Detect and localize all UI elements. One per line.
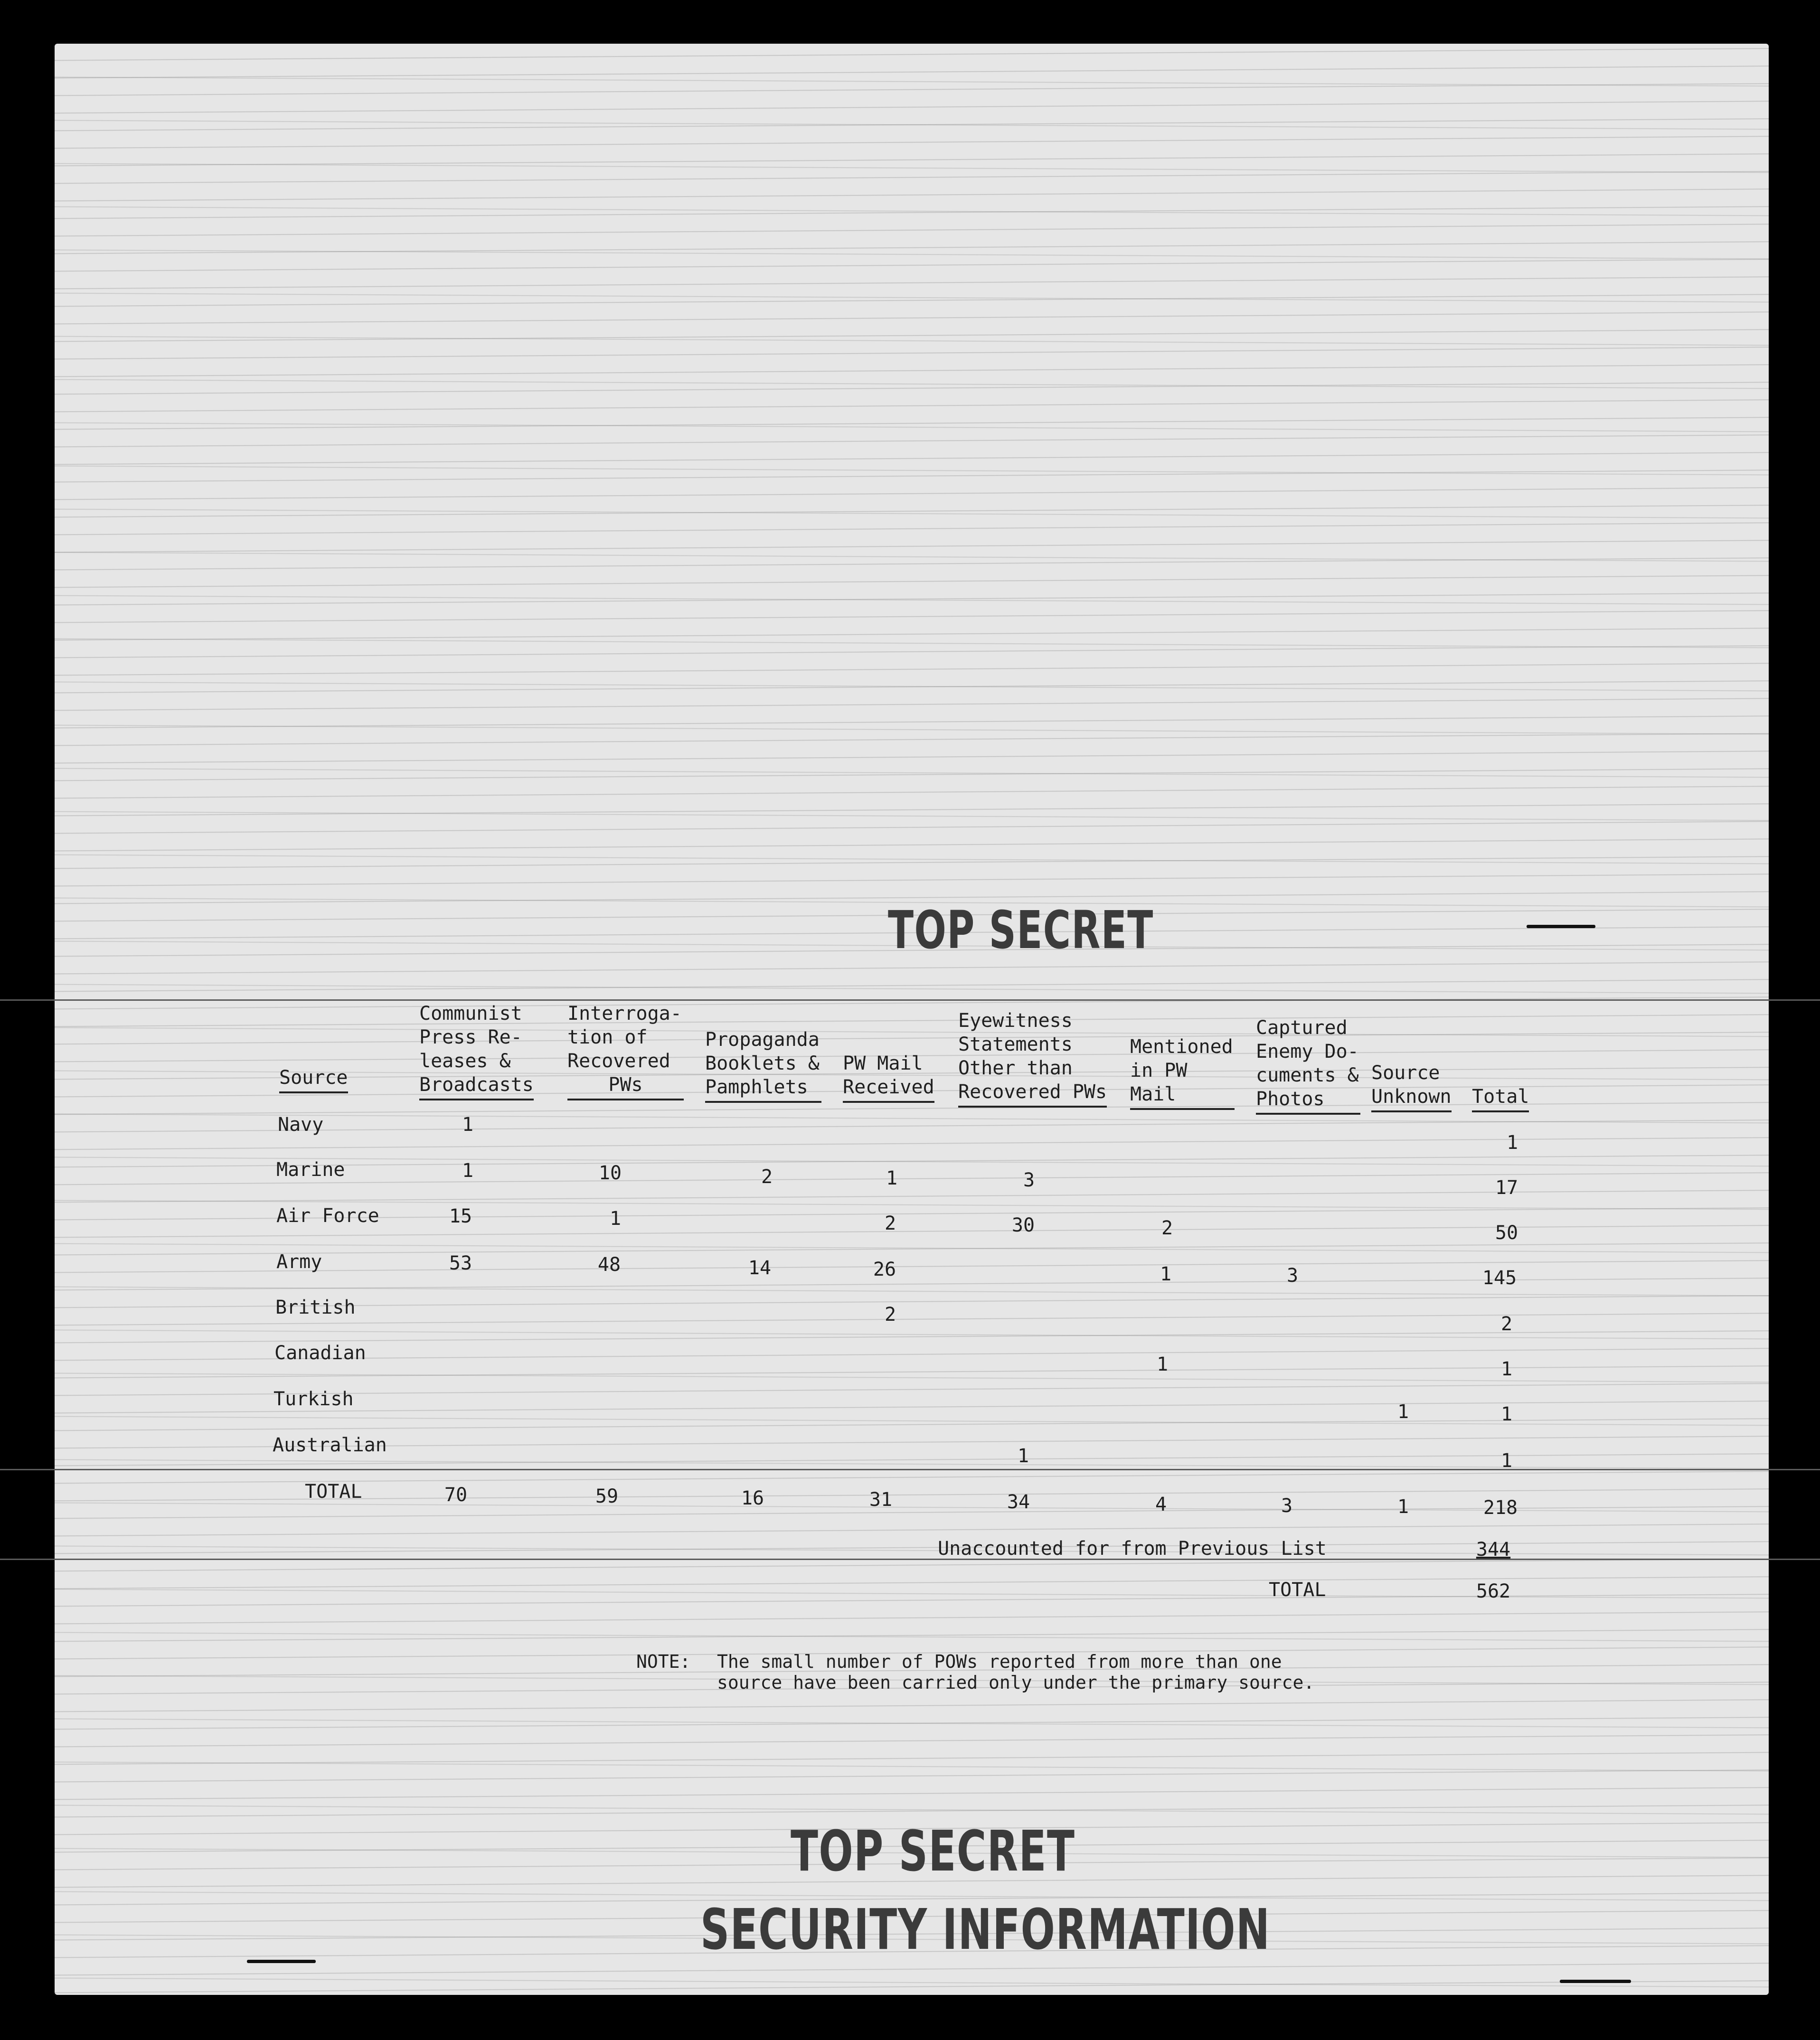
table-cell: 26 (873, 1259, 896, 1280)
header-mentioned: Mentioned in PW Mail (1130, 1035, 1235, 1110)
table-cell: 14 (748, 1257, 772, 1279)
grand-total-value: 562 (1476, 1580, 1511, 1602)
table-cell: 1 (1017, 1445, 1029, 1467)
grand-total-label: TOTAL (1269, 1579, 1326, 1601)
header-propaganda: Propaganda Booklets & Pamphlets (705, 1028, 821, 1103)
total-cell: 59 (595, 1485, 619, 1507)
table-cell: 48 (597, 1254, 621, 1276)
table-cell: 1 (462, 1114, 474, 1136)
table-cell: 1 (1156, 1354, 1169, 1375)
total-cell: 218 (1483, 1497, 1518, 1519)
header-eyewitness: Eyewitness Statements Other than Recovered PWs (958, 1009, 1107, 1108)
table-cell: 2 (761, 1166, 773, 1188)
scratch-mark (1527, 925, 1595, 928)
row-label: Turkish (273, 1388, 354, 1410)
total-cell: 1 (1397, 1496, 1409, 1518)
top-secret-stamp: TOP SECRET (791, 1818, 1075, 1884)
row-label: Australian (273, 1434, 387, 1456)
table-cell: 53 (449, 1252, 472, 1274)
table-cell: 145 (1482, 1267, 1517, 1289)
table-cell: 1 (462, 1160, 474, 1182)
document-page (55, 44, 1769, 1995)
row-label: Canadian (274, 1342, 366, 1364)
total-cell: 34 (1007, 1491, 1030, 1513)
table-cell: 1 (1500, 1450, 1513, 1472)
header-total: Total (1472, 1085, 1529, 1112)
table-cell: 2 (884, 1304, 896, 1326)
header-pw-mail: PW Mail Received (843, 1052, 934, 1103)
table-cell: 50 (1495, 1222, 1518, 1244)
header-interrogation: Interroga- tion of Recovered PWs (567, 1002, 684, 1100)
table-cell: 3 (1023, 1169, 1035, 1191)
divider-line (0, 1559, 1820, 1560)
header-captured: Captured Enemy Do- cuments & Photos (1256, 1016, 1360, 1115)
unaccounted-value: 344 (1476, 1539, 1511, 1561)
row-label: Air Force (276, 1205, 379, 1227)
unaccounted-label: Unaccounted for from Previous List (938, 1538, 1327, 1560)
header-communist: Communist Press Re- leases & Broadcasts (419, 1002, 534, 1100)
total-cell: 70 (444, 1484, 468, 1506)
header-unknown: Source Unknown (1371, 1061, 1452, 1112)
top-secret-stamp: TOP SECRET (888, 900, 1154, 960)
note-line: source have been carried only under the primary source. (717, 1672, 1315, 1693)
table-cell: 17 (1495, 1177, 1518, 1199)
table-cell: 10 (598, 1162, 622, 1184)
total-cell: 3 (1281, 1495, 1293, 1517)
table-cell: 1 (1160, 1263, 1172, 1285)
table-cell: 1 (1506, 1132, 1518, 1154)
table-cell: 2 (1161, 1217, 1173, 1239)
row-label: Navy (278, 1114, 324, 1136)
note-line: The small number of POWs reported from more than one (717, 1651, 1282, 1672)
note-label: NOTE: (636, 1651, 691, 1672)
table-cell: 15 (449, 1205, 472, 1227)
table-cell: 1 (886, 1167, 898, 1189)
table-cell: 1 (609, 1208, 622, 1230)
header-source: Source (279, 1066, 348, 1093)
security-information-stamp: SECURITY INFORMATION (700, 1897, 1271, 1962)
total-cell: 16 (741, 1487, 764, 1509)
row-label: Marine (276, 1159, 345, 1181)
total-cell: 31 (869, 1489, 893, 1511)
table-cell: 1 (1500, 1358, 1513, 1380)
table-cell: 1 (1397, 1401, 1409, 1423)
table-cell: 3 (1286, 1265, 1299, 1287)
table-cell: 2 (884, 1213, 896, 1234)
table-cell: 30 (1011, 1214, 1035, 1236)
totals-label: TOTAL (305, 1481, 362, 1503)
table-cell: 1 (1500, 1403, 1513, 1425)
table-cell: 2 (1500, 1313, 1513, 1335)
total-cell: 4 (1155, 1494, 1167, 1515)
row-label: Army (276, 1251, 322, 1273)
scratch-mark (1560, 1980, 1631, 1983)
divider-line (0, 999, 1820, 1001)
divider-line (0, 1469, 1820, 1470)
row-label: British (275, 1297, 356, 1318)
scratch-mark (247, 1960, 316, 1963)
